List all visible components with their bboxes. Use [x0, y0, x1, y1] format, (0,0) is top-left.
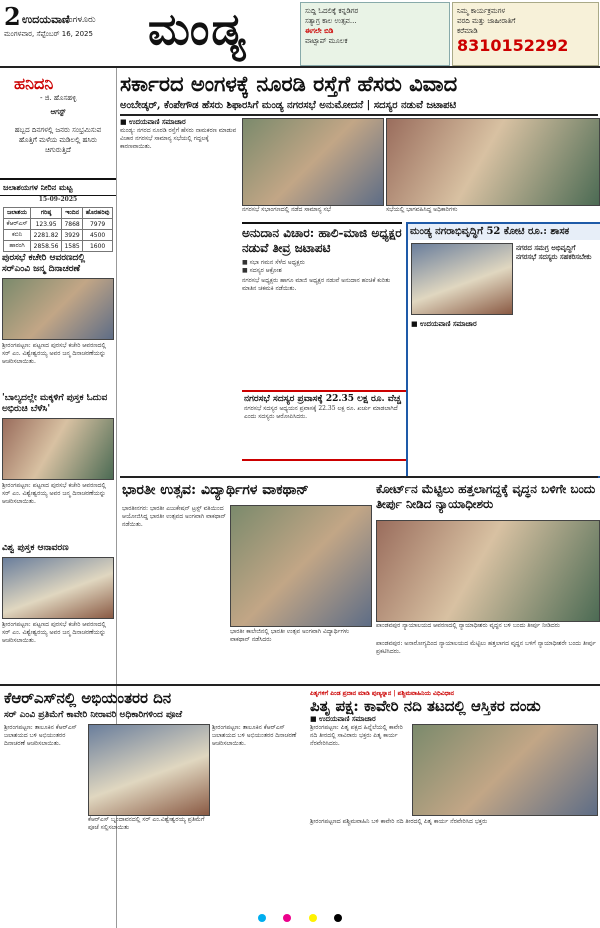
registration-mark: [334, 914, 342, 922]
ad1-line: ಈಗಲೇ ಬಿಡಿ: [305, 27, 334, 35]
bharathi-photo: [230, 505, 372, 627]
story-book-release: [2, 543, 114, 661]
table-row: [4, 241, 113, 252]
table-row: [4, 219, 113, 230]
ad2-line: ನಿಮ್ಮ ಕಾರ್ಯಕ್ರಮಗಳ: [457, 7, 506, 15]
table-cell: ಕಬಿನಿ: [4, 230, 31, 241]
story-photo: [2, 418, 114, 480]
ad-whatsapp: [300, 2, 450, 66]
anudana-story: [242, 222, 402, 367]
mla-quote: ನಗರದ ಸಮಗ್ರ ಅಭಿವೃದ್ಧಿಗೆ ನಗರಸಭೆ ಸದಸ್ಯರು ಸಹಕರಿಸಬೇಕು: [516, 243, 592, 261]
pitru-headline: ಪಿತೃ ಪಕ್ಷ: ಕಾವೇರಿ ನದಿ ತಟದಲ್ಲಿ ಆಸ್ತಿಕರ ದಂಡು: [310, 697, 541, 715]
krs-subhead: ಸರ್ ಎಂವಿ ಪ್ರತಿಮೆಗೆ ಕಾವೇರಿ ನೀರಾವರಿ ಅಧಿಕಾರಿಗಳಿಂದ ಪೂಜೆ: [4, 710, 183, 720]
table-header: ಗರಿಷ್ಠ: [31, 208, 62, 219]
print-registration-marks: [0, 910, 600, 928]
lead-photo-2: [386, 118, 600, 206]
krs-body-2: ಶ್ರೀರಂಗಪಟ್ಟಣ: ತಾಲೂಕಿನ ಕೆಆರ್‌ಎಸ್ ಜಲಾಶಯದ ಬಳಿ ಅಭಿಯಂತರರ ದಿನಾಚರಣೆ ಆಚರಿಸಲಾಯಿತು.: [212, 724, 297, 747]
table-cell: 3929: [62, 230, 83, 241]
story-text: ಶ್ರೀರಂಗಪಟ್ಟಣ: ಪಟ್ಟಣದ ಪುರಸಭೆ ಕಚೇರಿ ಆವರಣದಲ್ಲಿ ಸರ್ ಎಂ. ವಿಶ್ವೇಶ್ವರಯ್ಯ ಅವರ ಜನ್ಮ ದಿನಾಚರಣೆಯನ್ನು ಆಚರಿಸಲಾಯಿತು.: [2, 621, 106, 644]
ad2-line: ಕರೆಮಾಡಿ: [457, 27, 478, 35]
lead-headline: ಸರ್ಕಾರದ ಅಂಗಳಕ್ಕೆ ನೂರಡಿ ರಸ್ತೆಗೆ ಹೆಸರು ವಿವಾದ: [120, 71, 458, 96]
hanidani-logo: ಹನಿದನಿ: [14, 74, 54, 93]
mla-story-box: [406, 222, 600, 478]
pitru-kicker: ಪಿತೃಗಳಿಗೆ ಪಿಂಡ ಪ್ರದಾನ ಮಾಡಿ ಪುಣ್ಯಸ್ನಾನ | ಪಶ್ಚಿಮವಾಹಿನಿಯ ವಿಧಿವಿಧಾನ: [310, 690, 454, 697]
anudana-bullet: ■ ಸಭಾ ಗಮನ ಸೆಳೆದ ಅಧ್ಯಕ್ಷರು: [242, 259, 305, 266]
pitru-byline: ■ ಉದಯವಾಣಿ ಸಮಾಚಾರ: [310, 715, 376, 723]
hanidani-byline: - ಜಿ. ಹೊಸಹಳ್ಳಿ: [40, 94, 77, 102]
table-cell: 4500: [83, 230, 113, 241]
table-cell: 7979: [83, 219, 113, 230]
story-photo: [2, 278, 114, 340]
ad2-line: ವರದಿ ಮತ್ತು ಜಾಹೀರಾತಿಗೆ: [457, 17, 516, 25]
court-caption: ಪಾಂಡವಪುರ ನ್ಯಾಯಾಲಯದ ಆವರಣದಲ್ಲಿ ನ್ಯಾಯಾಧೀಶರು ವೃದ್ಧನ ಬಳಿ ಬಂದು ತೀರ್ಪು ನೀಡಿದರು: [376, 622, 560, 629]
lead-photo-caption: ನಗರಸಭೆ ಸಭಾಂಗಣದಲ್ಲಿ ನಡೆದ ಸಾಮಾನ್ಯ ಸಭೆ: [242, 206, 331, 213]
district-title: ಮಂಡ್ಯ: [148, 4, 248, 55]
mla-photo: [411, 243, 513, 315]
story-books: [2, 393, 114, 532]
court-headline: ಕೋರ್ಟ್‌ನ ಮೆಟ್ಟಿಲು ಹತ್ತಲಾಗದ್ದಕ್ಕೆ ವೃದ್ಧನ ಬಳಿಗೇ ಬಂದು ತೀರ್ಪು ನೀಡಿದ ನ್ಯಾಯಾಧೀಶರು: [376, 482, 596, 511]
budget-box: [242, 390, 406, 461]
masthead: [0, 0, 600, 68]
poem-text: ಹಬ್ಬದ ದಿನಗಳಲ್ಲಿ ಜನರು ಸಂಭ್ರಮಿಸುವ ಹೊತ್ತಿಗೆ ಮಳೆಯ ಮಡಿಲಲ್ಲಿ ಹಸಿರು ಚಿಗುರುತ್ತಿದೆ: [14, 126, 102, 154]
divider: [120, 114, 598, 116]
pitru-photo: [412, 724, 598, 816]
table-header: ಹೊರಹರಿವು: [83, 208, 113, 219]
divider: [0, 684, 600, 686]
table-row: [4, 230, 113, 241]
table-cell: 1585: [62, 241, 83, 252]
krs-body: ಶ್ರೀರಂಗಪಟ್ಟಣ: ತಾಲೂಕಿನ ಕೆಆರ್‌ಎಸ್ ಜಲಾಶಯದ ಬಳಿ ಅಭಿಯಂತರರ ದಿನಾಚರಣೆ ಆಚರಿಸಲಾಯಿತು.: [4, 724, 77, 747]
bharathi-caption: ಭಾರತೀ ಕಾಲೇಜಿನಲ್ಲಿ ಭಾರತೀ ಉತ್ಸವ ಅಂಗವಾಗಿ ವಿದ್ಯಾರ್ಥಿಗಳು ವಾಕಥಾನ್ ನಡೆಸಿದರು: [230, 628, 350, 643]
story-smv: [2, 253, 114, 380]
bharathi-headline: ಭಾರತೀ ಉತ್ಸವ: ವಿದ್ಯಾರ್ಥಿಗಳ ವಾಕಥಾನ್: [122, 482, 309, 498]
anudana-body: ನಗರಸಭೆ ಅಧ್ಯಕ್ಷರು ಹಾಗೂ ಮಾಜಿ ಅಧ್ಯಕ್ಷರ ನಡುವೆ ಅನುದಾನ ಹಂಚಿಕೆ ಕುರಿತು ಮಾತಿನ ಚಕಮಕಿ ನಡೆಯಿತು.: [242, 277, 391, 292]
pitru-caption: ಶ್ರೀರಂಗಪಟ್ಟಣದ ಪಶ್ಚಿಮವಾಹಿನಿ ಬಳಿ ಕಾವೇರಿ ನದಿ ತೀರದಲ್ಲಿ ಪಿತೃ ಕಾರ್ಯ ನೆರವೇರಿಸಿದ ಭಕ್ತರು: [310, 818, 488, 825]
hanidani-box: [0, 68, 116, 154]
reservoir-table: [3, 207, 113, 252]
lead-byline: ■ ಉದಯವಾಣಿ ಸಮಾಚಾರ: [120, 118, 186, 126]
table-cell: 2281.82: [31, 230, 62, 241]
budget-body: ನಗರಸಭೆ ಸದಸ್ಯರ ಅಧ್ಯಯನ ಪ್ರವಾಸಕ್ಕೆ 22.35 ಲಕ್ಷ ರೂ. ಖರ್ಚು ಮಾಡಲಾಗಿದೆ ಎಂದು ಸದಸ್ಯರು ಆರೋಪಿಸಿದರು.: [244, 405, 398, 420]
table-cell: 7868: [62, 219, 83, 230]
story-headline: 'ಬಾಲ್ಯದಲ್ಲೇ ಮಕ್ಕಳಿಗೆ ಪುಸ್ತಕ ಓದುವ ಅಭಿರುಚಿ ಬೆಳೆಸಿ': [2, 393, 108, 414]
table-cell: 1600: [83, 241, 113, 252]
krs-photo: [88, 724, 210, 816]
dateline: ಮಂಗಳವಾರ, ಸೆಪ್ಟೆಂಬರ್ 16, 2025: [4, 30, 93, 38]
court-body: ಪಾಂಡವಪುರ: ಅನಾರೋಗ್ಯದಿಂದ ನ್ಯಾಯಾಲಯದ ಮೆಟ್ಟಿಲು ಹತ್ತಲಾಗದ ವೃದ್ಧನ ಬಳಿಗೆ ನ್ಯಾಯಾಧೀಶರೇ ಬಂದು ತೀರ್ಪು ಪ್ರಕಟಿಸಿದರು.: [376, 640, 596, 655]
story-photo: [2, 557, 114, 619]
page-number: 2: [4, 2, 21, 31]
registration-mark: [258, 914, 266, 922]
ad1-line: ವಾಟ್ಸಾಪ್ ಮೂಲಕ: [305, 37, 348, 45]
registration-mark: [283, 914, 291, 922]
story-text: ಶ್ರೀರಂಗಪಟ್ಟಣ: ಪಟ್ಟಣದ ಪುರಸಭೆ ಕಚೇರಿ ಆವರಣದಲ್ಲಿ ಸರ್ ಎಂ. ವಿಶ್ವೇಶ್ವರಯ್ಯ ಅವರ ಜನ್ಮ ದಿನಾಚರಣೆಯನ್ನು ಆಚರಿಸಲಾಯಿತು.: [2, 342, 106, 365]
brand-name: ಉದಯವಾಣಿ: [22, 13, 70, 26]
reservoir-table-box: [0, 178, 116, 255]
reservoir-table-date: 15-09-2025: [38, 196, 78, 203]
budget-headline: ನಗರಸಭೆ ಸದಸ್ಯರ ಪ್ರವಾಸಕ್ಕೆ 22.35 ಲಕ್ಷ ರೂ. ವೆಚ್ಚ: [244, 394, 401, 404]
table-cell: 123.95: [31, 219, 62, 230]
lead-body-col: [120, 118, 238, 377]
story-text: ಶ್ರೀರಂಗಪಟ್ಟಣ: ಪಟ್ಟಣದ ಪುರಸಭೆ ಕಚೇರಿ ಆವರಣದಲ್ಲಿ ಸರ್ ಎಂ. ವಿಶ್ವೇಶ್ವರಯ್ಯ ಅವರ ಜನ್ಮ ದಿನಾಚರಣೆಯನ್ನು ಆಚರಿಸಲಾಯಿತು.: [2, 482, 106, 505]
poem-title: ಆಗಸ್ಟ್: [50, 107, 66, 116]
krs-caption: ಕೆಆರ್‌ಎಸ್ ಬೃಂದಾವನದಲ್ಲಿ ಸರ್ ಎಂ.ವಿಶ್ವೇಶ್ವರಯ್ಯ ಪ್ರತಿಮೆಗೆ ಪೂಜೆ ಸಲ್ಲಿಸಲಾಯಿತು: [88, 816, 205, 831]
table-cell: ಕೆಆರ್‌ಎಸ್: [4, 219, 31, 230]
bharathi-body: ಭಾರತೀನಗರ: ಭಾರತೀ ಎಜುಕೇಷನ್ ಟ್ರಸ್ಟ್ ವತಿಯಿಂದ ಆಯೋಜಿಸಿದ್ದ ಭಾರತೀ ಉತ್ಸವದ ಅಂಗವಾಗಿ ವಾಕಥಾನ್ ನಡೆಯಿತು.: [122, 505, 226, 528]
table-cell: ಹಾರಂಗಿ: [4, 241, 31, 252]
anudana-bullet: ■ ಸದಸ್ಯರ ಆಕ್ರೋಶ: [242, 267, 282, 274]
lead-subhead: ಅಂಬೇಡ್ಕರ್, ಕೆಂಪೇಗೌಡ ಹೆಸರು ಶಿಫಾರಸಿಗೆ ಮಂಡ್ಯ ನಗರಸಭೆ ಅನುಮೋದನೆ | ಸದಸ್ಯರ ನಡುವೆ ಜಟಾಪಟಿ: [120, 100, 457, 111]
table-cell: 2858.56: [31, 241, 62, 252]
table-header-row: [4, 208, 113, 219]
anudana-headline: ಅನುದಾನ ವಿಚಾರ: ಹಾಲಿ-ಮಾಜಿ ಅಧ್ಯಕ್ಷರ ನಡುವೆ ತೀವ್ರ ಜಟಾಪಟಿ: [242, 226, 402, 255]
krs-headline: ಕೆಆರ್‌ಎಸ್‌ನಲ್ಲಿ ಅಭಿಯಂತರರ ದಿನ: [4, 689, 172, 707]
divider: [120, 476, 598, 478]
court-photo: [376, 520, 600, 622]
pitru-story: [310, 690, 598, 826]
table-header: ಜಲಾಶಯ: [4, 208, 31, 219]
table-header: ಇಂದಿನ: [62, 208, 83, 219]
lead-body: ಮಂಡ್ಯ: ನಗರದ ನೂರಡಿ ರಸ್ತೆಗೆ ಹೆಸರು ನಾಮಕರಣ ಮಾಡುವ ವಿಚಾರ ನಗರಸಭೆ ಸಾಮಾನ್ಯ ಸಭೆಯಲ್ಲಿ ಗದ್ದಲಕ್ಕೆ ಕಾರಣವಾಯಿತು.: [120, 127, 237, 150]
mla-headline: ಮಂಡ್ಯ ನಗರಾಭಿವೃದ್ಧಿಗೆ 52 ಕೋಟಿ ರೂ.: ಶಾಸಕ: [408, 224, 600, 240]
ad1-line: ಸುದ್ದಿ ಓದಲಿಕ್ಕೆ ಕನ್ನಡಿಗರ: [305, 7, 359, 15]
pitru-body: ಶ್ರೀರಂಗಪಟ್ಟಣ: ಪಿತೃ ಪಕ್ಷದ ಹಿನ್ನೆಲೆಯಲ್ಲಿ ಕಾವೇರಿ ನದಿ ತೀರದಲ್ಲಿ ಸಾವಿರಾರು ಭಕ್ತರು ಪಿತೃ ಕಾರ್ಯ ನೆರವೇರಿಸಿದರು.: [310, 724, 403, 747]
registration-mark: [309, 914, 317, 922]
ad-contact: [452, 2, 599, 66]
edition-city: ಬೆಂಗಳೂರು: [62, 15, 96, 25]
lead-photo: [242, 118, 384, 206]
story-headline: ವಿಶ್ವ ಪುಸ್ತಕ ಆನಾವರಣ: [2, 543, 69, 553]
lead-photo-2-caption: ಸಭೆಯಲ್ಲಿ ಭಾಗವಹಿಸಿದ್ದ ಅಧಿಕಾರಿಗಳು: [386, 206, 458, 213]
ad-phone-number: 8310152292: [457, 36, 569, 55]
mla-byline: ■ ಉದಯವಾಣಿ ಸಮಾಚಾರ: [411, 320, 477, 328]
reservoir-table-title: ಜಲಾಶಯಗಳ ನೀರಿನ ಮಟ್ಟ: [0, 178, 116, 196]
ad1-line: ಸತ್ಯಾಗ್ರ ಕಾಲ ಉತ್ಸವ...: [305, 17, 357, 25]
story-headline: ಪುರಸಭೆ ಕಚೇರಿ ಆವರಣದಲ್ಲಿ ಸರ್‌ಎಂವಿ ಜನ್ಮ ದಿನಾಚರಣೆ: [2, 253, 86, 274]
